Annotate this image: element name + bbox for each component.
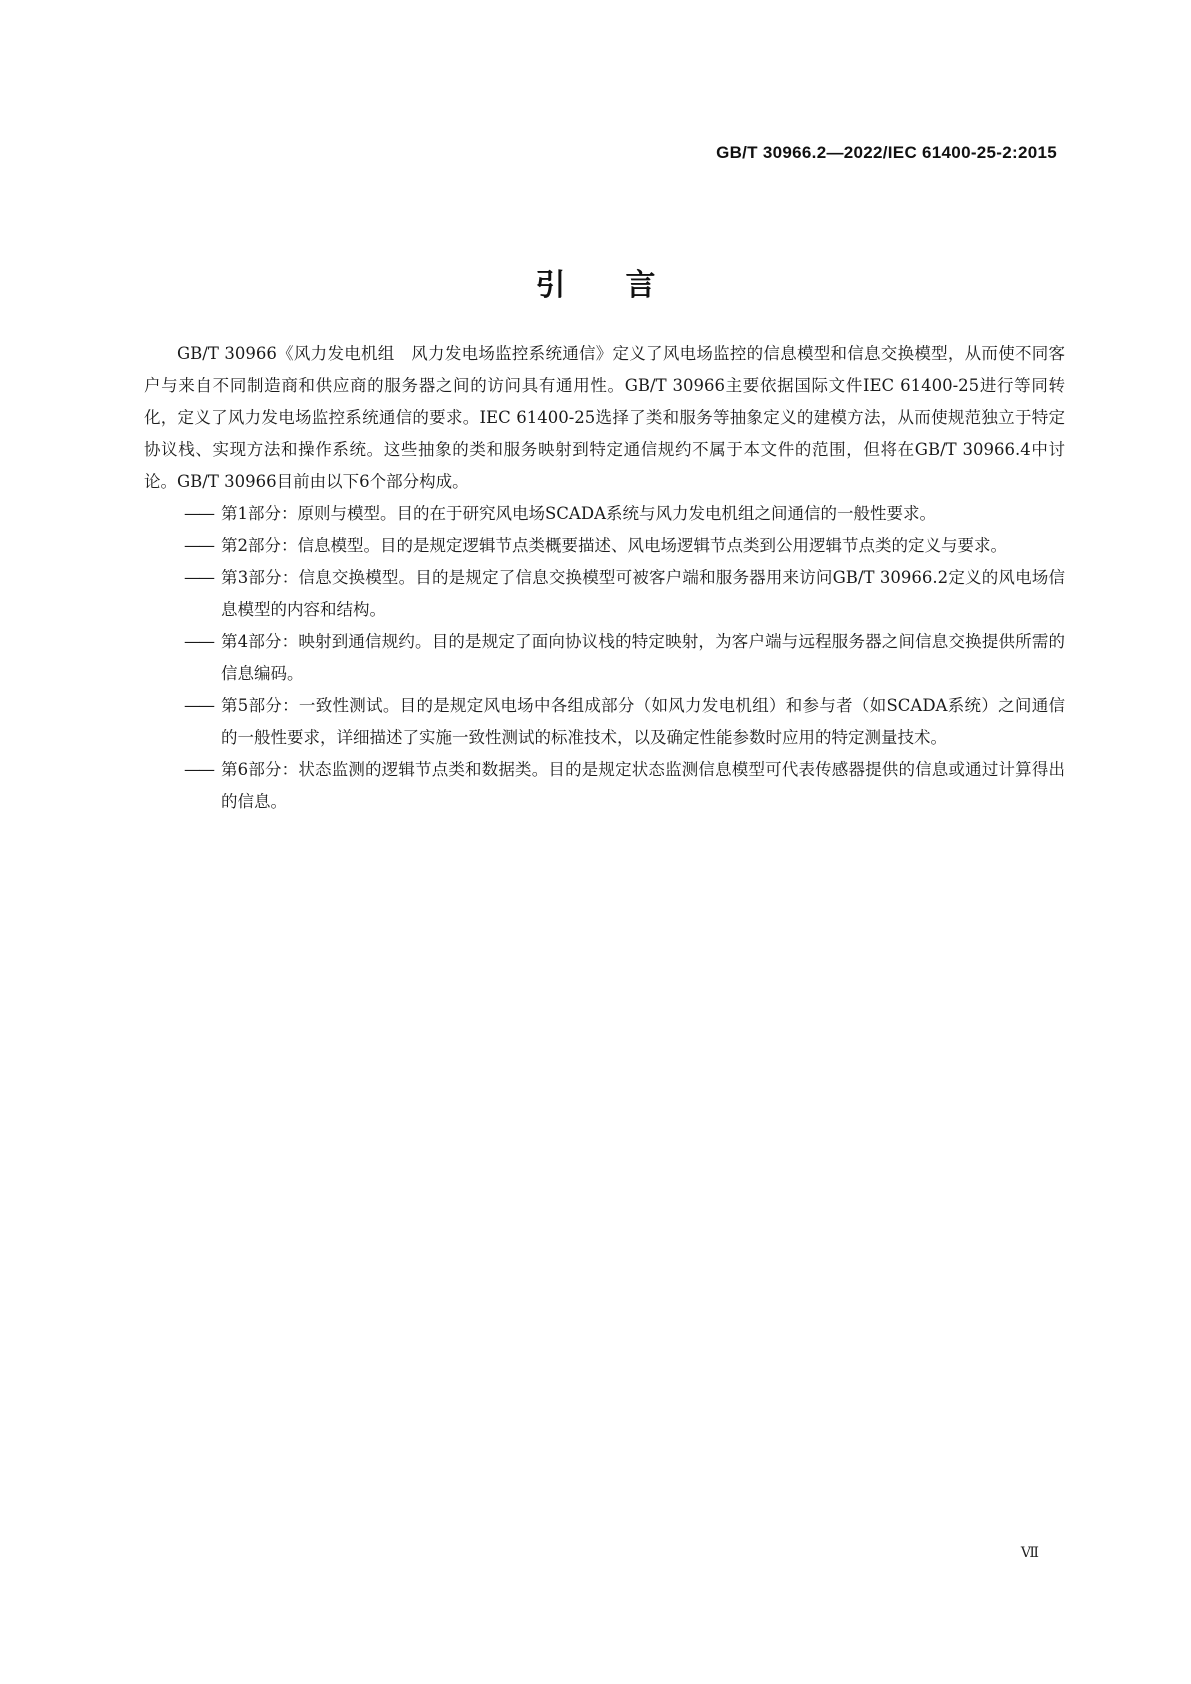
list-item-part-1 <box>144 498 1065 530</box>
standard-code: GB/T 30966.2—2022/IEC 61400-25-2:2015 <box>716 143 1057 162</box>
part-text: 第3部分：信息交换模型。目的是规定了信息交换模型可被客户端和服务器用来访问GB/T 30966.2定义的风电场信息模型的内容和结构。 <box>221 568 1065 619</box>
document-body <box>144 338 1065 818</box>
dash-bullet: —— <box>184 632 213 651</box>
page-title: 引言 <box>535 268 716 304</box>
part-text: 第4部分：映射到通信规约。目的是规定了面向协议栈的特定映射，为客户端与远程服务器之间信息交换提供所需的信息编码。 <box>221 632 1065 683</box>
page-number: Ⅶ <box>1020 1545 1039 1561</box>
list-item-part-5 <box>144 690 1065 754</box>
part-text: 第5部分：一致性测试。目的是规定风电场中各组成部分（如风力发电机组）和参与者（如SCADA系统）之间通信的一般性要求，详细描述了实施一致性测试的标准技术，以及确定性能参数时应用的特定测量技术。 <box>221 696 1065 747</box>
list-item-part-2 <box>144 530 1065 562</box>
intro-paragraph: GB/T 30966《风力发电机组 风力发电场监控系统通信》定义了风电场监控的信息模型和信息交换模型，从而使不同客户与来自不同制造商和供应商的服务器之间的访问具有通用性。GB/T 30966主要依据国际文件IEC 61400-25进行等同转化，定义了风力发电场监控系统通信的要求。IEC 61400-25选择了类和服务等抽象定义的建模方法，从而使规范独立于特定协议栈、实现方法和操作系统。这些抽象的类和服务映射到特定通信规约不属于本文件的范围，但将在GB/T 30966.4中讨论。GB/T 30966目前由以下6个部分构成。 <box>144 344 1065 491</box>
list-item-part-6 <box>144 754 1065 818</box>
dash-bullet: —— <box>184 568 213 587</box>
standard-code-header <box>716 143 1057 163</box>
list-item-part-3 <box>144 562 1065 626</box>
parts-list <box>144 498 1065 818</box>
dash-bullet: —— <box>184 536 213 555</box>
dash-bullet: —— <box>184 504 213 523</box>
part-text: 第2部分：信息模型。目的是规定逻辑节点类概要描述、风电场逻辑节点类到公用逻辑节点类的定义与要求。 <box>221 536 1007 555</box>
dash-bullet: —— <box>184 696 213 715</box>
part-text: 第1部分：原则与模型。目的在于研究风电场SCADA系统与风力发电机组之间通信的一般性要求。 <box>221 504 936 523</box>
part-text: 第6部分：状态监测的逻辑节点类和数据类。目的是规定状态监测信息模型可代表传感器提供的信息或通过计算得出的信息。 <box>221 760 1065 811</box>
dash-bullet: —— <box>184 760 213 779</box>
list-item-part-4 <box>144 626 1065 690</box>
